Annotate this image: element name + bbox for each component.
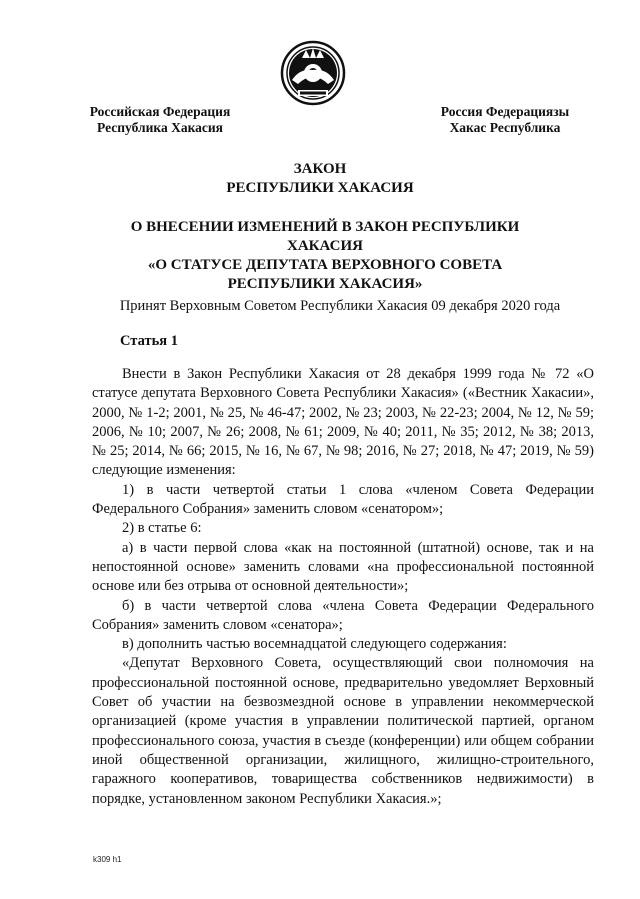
- paragraph-item-2a: а) в части первой слова «как на постоянной (штатной) основе, так и на непостоянной основе» заменить словами «на профессиональной постоянной основе или без отрыва от основной деятельности»;: [92, 539, 594, 595]
- header-left: [80, 104, 240, 136]
- header-right-country: Россия Федерациязы: [440, 104, 570, 119]
- paragraph-quoted-text: «Депутат Верховного Совета, осуществляющий свои полномочия на профессиональной постоянной основе, предварительно уведомляет Верховный Совет об участии на безвозмездной основе в управлении некоммерческой организацией (кроме участия в управлении политической партией, органом профессионального союза, участия в съезде (конференции) или общем собрании иной общественной организации, жилищного, жилищно-строительного, гаражного кооперативов, товарищества собственников недвижимости) в порядке, установленном законом Республики Хакасия.»;: [92, 655, 594, 807]
- document-code: k309 h1: [93, 855, 122, 864]
- header-right: [430, 104, 580, 136]
- law-title: [0, 160, 640, 198]
- adoption-statement: Принят Верховным Советом Республики Хакасия 09 декабря 2020 года: [119, 298, 561, 314]
- header-left-country: Российская Федерация: [89, 104, 231, 119]
- header-right-republic: Хакас Республика: [449, 120, 561, 135]
- law-title-line1: ЗАКОН: [293, 161, 347, 177]
- paragraph-item-2c: в) дополнить частью восемнадцатой следующего содержания:: [122, 636, 507, 653]
- law-subtitle-line1: О ВНЕСЕНИИ ИЗМЕНЕНИЙ В ЗАКОН РЕСПУБЛИКИ ХАКАСИЯ: [130, 219, 520, 254]
- law-title-line2: РЕСПУБЛИКИ ХАКАСИЯ: [226, 180, 414, 196]
- law-subtitle-line3: РЕСПУБЛИКИ ХАКАСИЯ»: [227, 276, 423, 292]
- paragraph-item-2b: б) в части четвертой слова «члена Совета Федерации Федерального Собрания» заменить словом «сенатора»;: [92, 597, 594, 633]
- coat-of-arms-emblem: [280, 40, 346, 106]
- law-subtitle: [95, 218, 555, 294]
- article-body: [92, 365, 594, 809]
- paragraph-item-2: 2) в статье 6:: [122, 520, 202, 537]
- article-heading: Статья 1: [120, 333, 178, 349]
- paragraph-item-1: 1) в части четвертой статьи 1 слова «членом Совета Федерации Федерального Собрания» заменить словом «сенатором»;: [92, 481, 594, 518]
- paragraph-intro: Внести в Закон Республики Хакасия от 28 декабря 1999 года № 72 «О статусе депутата Верховного Совета Республики Хакасия» («Вестник Хакасии», 2000, № 1-2; 2001, № 25, № 46-47; 2002, № 23; 2003, № 22-23; 2004, № 12, № 59; 2006, № 10; 2007, № 26; 2008, № 61; 2009, № 40; 2011, № 35; 2012, № 38; 2013, № 25; 2014, № 66; 2015, № 16, № 67, № 98; 2016, № 27; 2018, № 47; 2019, № 59) следующие изменения:: [92, 366, 594, 479]
- header-left-republic: Республика Хакасия: [97, 120, 223, 135]
- law-subtitle-line2: «О СТАТУСЕ ДЕПУТАТА ВЕРХОВНОГО СОВЕТА: [147, 257, 503, 273]
